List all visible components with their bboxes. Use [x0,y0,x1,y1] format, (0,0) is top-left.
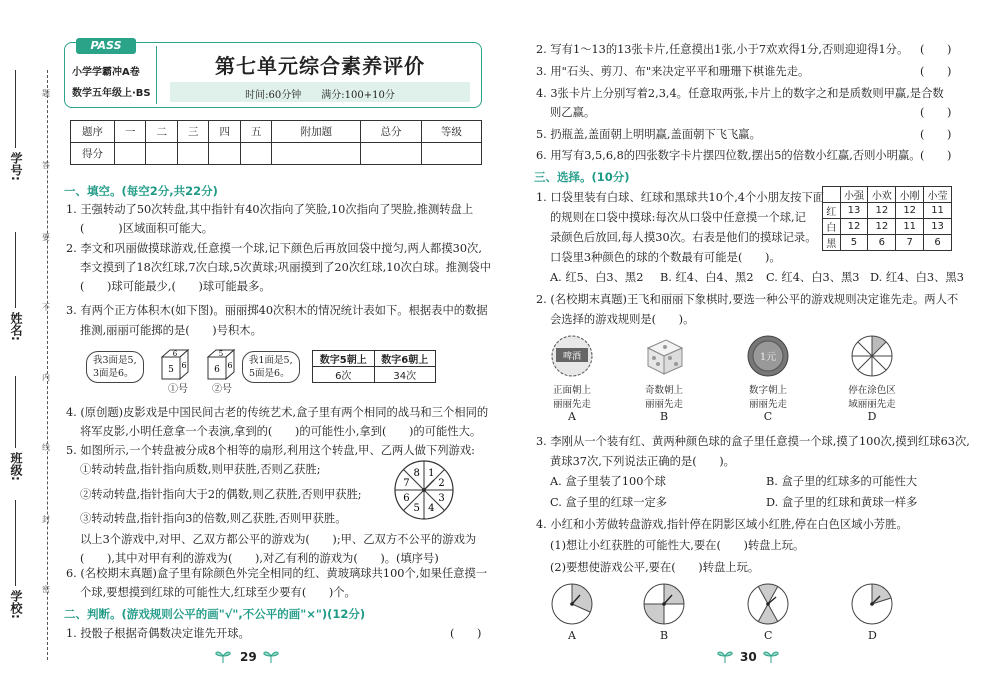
c1-table-cell: 13 [924,219,952,235]
c1-table-header: 小欢 [868,187,896,203]
pic-b-caption2: 丽丽先走 [644,399,683,410]
pass-logo: PASS [76,38,136,54]
q6-line2: 个球,要想摸到红球的可能性大,红球至少要有( )个。 [80,586,356,599]
c1-table-cell: 12 [868,203,896,219]
cube1-face-front: 5 [168,365,174,375]
student-id-line[interactable] [15,70,16,148]
score-cell[interactable] [240,143,271,165]
wheel-number: 2 [438,478,445,490]
c1-table-cell: 黑 [823,235,841,251]
school-line[interactable] [15,500,16,586]
score-header: 附加题 [272,121,361,143]
wheel-number: 6 [403,492,410,504]
choice-q3-option-c[interactable]: C. 盒子里的红球一定多 [550,496,668,509]
q1-line2: ( )区域面积可能大。 [80,222,214,235]
judge-q3: 3. 用"石头、剪刀、布"来决定平平和珊珊下棋谁先走。 [536,65,810,78]
choice-q1-line4: 口袋里3种颜色的球的个数最有可能是( )。 [550,251,781,264]
judge-q2-answer[interactable]: ( ) [920,43,952,56]
strip-tick: 不 [42,303,50,312]
score-header: 二 [146,121,177,143]
cube2-face-front: 6 [214,365,220,375]
cube1-face-top: 6 [172,350,178,358]
section-choice-title: 三、选择。(10分) [534,170,630,184]
spinner-a-icon [550,582,594,626]
score-cell[interactable] [272,143,361,165]
wheel-number: 5 [413,503,420,515]
bubble1-text2: 3面是6。 [93,368,134,379]
q3-table-cell: 34次 [374,367,436,383]
score-header: 题序 [71,121,115,143]
header-divider [156,46,157,104]
brand-line2: 数学五年级上·BS [72,88,151,99]
student-id-label: 学号: [9,152,23,181]
c1-table-cell: 13 [840,203,868,219]
cube2-label: ②号 [212,384,232,395]
q3-table-cell: 6次 [313,367,375,383]
strip-tick: 要 [42,233,50,242]
strip-tick: 封 [42,515,50,524]
judge-q1-answer[interactable]: ( ) [450,627,482,640]
score-header: 总分 [361,121,421,143]
score-cell[interactable] [177,143,208,165]
choice-q3-option-d[interactable]: D. 盒子里的红球和黄球一样多 [766,496,918,509]
page-number-right: 30 [740,650,757,664]
sprout-icon [214,648,232,664]
q3-table-header: 数字5朝上 [313,351,375,367]
pic-d-caption2: 域丽丽先走 [848,399,896,410]
c1-table-cell: 7 [896,235,924,251]
page-title: 第七单元综合素养评价 [215,54,425,78]
spinner-b-icon [642,582,686,626]
q2-line3: ( )球可能最少,( )球可能最多。 [80,280,271,293]
cube2-icon [204,347,238,383]
wheel-number: 8 [413,467,420,479]
q3-stats-table [312,350,436,383]
choice-q2-option-c[interactable] [723,382,813,423]
judge-q6: 6. 用写有3,5,6,8的四张数字卡片摆四位数,摆出5的倍数小红赢,否则小明赢。 [536,149,921,162]
c1-table-header: 小莹 [924,187,952,203]
bottle-cap-icon [550,334,594,378]
choice-q2-option-d[interactable] [827,382,917,423]
score-cell[interactable] [421,143,481,165]
cube2-face-side: 6 [227,361,233,370]
q2-line2: 李文摸到了18次红球,7次白球,5次黄球;巩丽摸到了20次红球,10次白球。推测袋中 [80,261,491,274]
choice-q1-option-b[interactable]: B. 红4、白4、黑2 [660,271,754,284]
c1-table-cell: 5 [840,235,868,251]
school-label: 学校: [9,590,23,619]
choice-q1-option-a[interactable]: A. 红5、白3、黑2 [550,271,644,284]
cube1-speech-bubble [86,351,144,383]
score-table [70,120,482,165]
cube2-speech-bubble [242,351,300,383]
cube1-label: ①号 [168,384,188,395]
spinner-c-letter[interactable]: C [764,629,773,642]
score-cell[interactable] [361,143,421,165]
c1-table-cell: 11 [896,219,924,235]
judge-q5: 5. 扔瓶盖,盖面朝上明明赢,盖面朝下飞飞赢。 [536,128,761,141]
judge-q3-answer[interactable]: ( ) [920,65,952,78]
strip-tick: 答 [42,161,50,170]
pic-d-letter: D [867,410,877,423]
score-header: 五 [240,121,271,143]
coin-label: 1元 [759,352,777,363]
sprout-icon [262,648,280,664]
pic-b-letter: B [659,410,669,423]
choice-q4-line1: 4. 小红和小芳做转盘游戏,指针停在阴影区域小红胜,停在白色区域小芳胜。 [536,518,908,531]
choice-q4-sub1: (1)想让小红获胜的可能性大,要在( )转盘上玩。 [550,539,805,552]
sprout-icon [762,648,780,664]
section-judge-title: 二、判断。(游戏规则公平的画"√",不公平的画"×")(12分) [64,607,366,621]
judge-q5-answer[interactable]: ( ) [920,128,952,141]
choice-q2-option-b[interactable] [619,382,709,423]
judge-q4-line2: 则乙赢。 [550,106,596,119]
c1-table-cell: 红 [823,203,841,219]
q6-line1: 6. (名校期末真题)盒子里有除颜色外完全相同的红、黄玻璃球共100个,如果任意摸一 [66,567,488,580]
c1-table-header [823,187,841,203]
judge-q4-answer[interactable]: ( ) [920,106,952,119]
q5-line6: ( ),其中对甲有利的游戏为( ),对乙有利的游戏为( )。(填序号) [80,552,439,565]
pic-c-caption1: 数字朝上 [748,385,787,396]
q5-rule1: ①转动转盘,指针指向质数,则甲获胜,否则乙获胜; [80,463,321,476]
c1-table-cell: 白 [823,219,841,235]
pic-a-letter: A [568,410,576,423]
choice-q1-table [822,186,952,251]
strip-tick: 线 [42,443,50,452]
bubble2-text1: 我1面是5, [249,355,293,366]
score-cell[interactable] [146,143,177,165]
choice-q1-line1: 1. 口袋里装有白球、红球和黑球共10个,4个小朋友按下面 [536,191,825,204]
choice-q3-option-b[interactable]: B. 盒子里的红球多的可能性大 [766,475,918,488]
choice-q1-option-d[interactable]: D. 红4、白3、黑3 [870,271,964,284]
q2-line1: 2. 李文和巩丽做摸球游戏,任意摸一个球,记下颜色后再放回袋中搅匀,两人都摸30次, [66,242,482,255]
q5-line5: 以上3个游戏中,对甲、乙双方都公平的游戏为( );甲、乙双方不公平的游戏为 [80,533,477,546]
pic-b-caption1: 奇数朝上 [644,385,683,396]
q5-rule2: ②转动转盘,指针指向大于2的偶数,则乙获胜,否则甲获胜; [80,488,362,501]
score-cell[interactable] [115,143,146,165]
spinner-d-icon [850,582,894,626]
q4-line2: 将军皮影,小明任意拿一个表演,拿到的( )的可能性小,拿到( )的可能性大。 [80,425,482,438]
q3-table-header: 数字6朝上 [374,351,436,367]
bubble1-text1: 我3面是5, [93,355,137,366]
q3-line1: 3. 有两个正方体积木(如下图)。丽丽掷40次积木的情况统计表如下。根据表中的数据 [66,304,488,317]
spinner-wheel-icon [392,458,456,522]
q4-line1: 4. (原创题)皮影戏是中国民间古老的传统艺术,盒子里有两个相同的战马和三个相同的 [66,406,489,419]
pic-c-letter: C [763,410,773,423]
judge-q1: 1. 投骰子根据奇偶数决定谁先开球。 [66,627,250,640]
cut-line [47,70,48,660]
cube2-face-top: 5 [218,350,224,358]
spinner-d-letter[interactable]: D [868,629,877,642]
pic-a-caption1: 正面朝上 [552,385,591,396]
score-header: 四 [209,121,240,143]
brand-line1: 小学学霸冲A卷 [72,67,140,78]
name-line[interactable] [15,232,16,308]
sprout-icon [716,648,734,664]
choice-q2-line2: 会选择的游戏规则是( )。 [550,313,695,326]
choice-q4-sub2: (2)要想使游戏公平,要在( )转盘上玩。 [550,561,760,574]
class-line[interactable] [15,376,16,448]
bottle-cap-label: 啤酒 [562,352,582,362]
score-row-label: 得分 [71,143,115,165]
wheel-number: 3 [438,492,445,504]
choice-q3-line1: 3. 李刚从一个装有红、黄两种颜色球的盒子里任意摸一个球,摸了100次,摸到红球63次, [536,435,970,448]
cube1-face-side: 6 [181,361,187,370]
c1-table-header: 小刚 [896,187,924,203]
spinner-c-icon [746,582,790,626]
c1-table-cell: 6 [924,235,952,251]
name-label: 姓名: [9,312,23,341]
c1-table-cell: 11 [924,203,952,219]
choice-q1-line3: 录颜色后放回,每人摸30次。右表是他们的摸球记录。 [550,231,817,244]
score-header: 三 [177,121,208,143]
cube1-icon [158,347,192,383]
c1-table-cell: 12 [868,219,896,235]
spinner-shaded-icon [850,334,894,378]
wheel-number: 7 [403,478,410,490]
binding-strip [0,0,58,688]
choice-q3-line2: 黄球37次,下列说法正确的是( )。 [550,455,735,468]
spinner-b-letter[interactable]: B [660,629,669,642]
q5-rule3: ③转动转盘,指针指向3的倍数,则乙获胜,否则甲获胜。 [80,512,347,525]
choice-q2-line1: 2. (名校期末真题)王飞和丽丽下象棋时,要选一种公平的游戏规则决定谁先走。两人不 [536,293,959,306]
dice-icon [642,334,686,378]
strip-tick: 题 [42,89,50,98]
choice-q3-option-a[interactable]: A. 盒子里装了100个球 [550,475,666,488]
pic-d-caption1: 停在涂色区 [848,385,896,396]
pic-a-caption2: 丽丽先走 [552,399,591,410]
choice-q1-line2: 的规则在口袋中摸球:每次从口袋中任意摸一个球,记 [550,211,806,224]
right-page [500,0,1000,688]
pic-c-caption2: 丽丽先走 [748,399,787,410]
page-number-left: 29 [240,650,257,664]
strip-tick: 内 [42,373,50,382]
coin-icon [746,334,790,378]
c1-table-cell: 12 [896,203,924,219]
score-header: 等级 [421,121,481,143]
page-subtitle: 时间:60分钟 满分:100+10分 [245,90,395,101]
judge-q6-answer[interactable]: ( ) [920,149,952,162]
judge-q2: 2. 写有1～13的13张卡片,任意摸出1张,小于7欢欢得1分,否则迎迎得1分。 [536,43,909,56]
wheel-number: 4 [428,503,435,515]
c1-table-header: 小强 [840,187,868,203]
q5-line1: 5. 如图所示,一个转盘被分成8个相等的扇形,利用这个转盘,甲、乙两人做下列游戏: [66,444,475,457]
bubble2-text2: 5面是6。 [249,368,290,379]
q3-line2: 推测,丽丽可能掷的是( )号积木。 [80,324,262,337]
c1-table-cell: 12 [840,219,868,235]
class-label: 班级: [9,452,23,481]
choice-q2-option-a[interactable] [527,382,617,423]
strip-tick: 密 [42,585,50,594]
score-header: 一 [115,121,146,143]
score-cell[interactable] [209,143,240,165]
c1-table-cell: 6 [868,235,896,251]
spinner-a-letter[interactable]: A [568,629,576,642]
judge-q4-line1: 4. 3张卡片上分别写着2,3,4。任意取两张,卡片上的数字之和是质数则甲赢,是合数 [536,87,944,100]
section-fill-title: 一、填空。(每空2分,共22分) [64,184,218,198]
q1-line1: 1. 王强转动了50次转盘,其中指针有40次指向了笑脸,10次指向了哭脸,推测转盘上 [66,203,474,216]
wheel-number: 1 [428,467,435,479]
choice-q1-option-c[interactable]: C. 红4、白3、黑3 [766,271,860,284]
